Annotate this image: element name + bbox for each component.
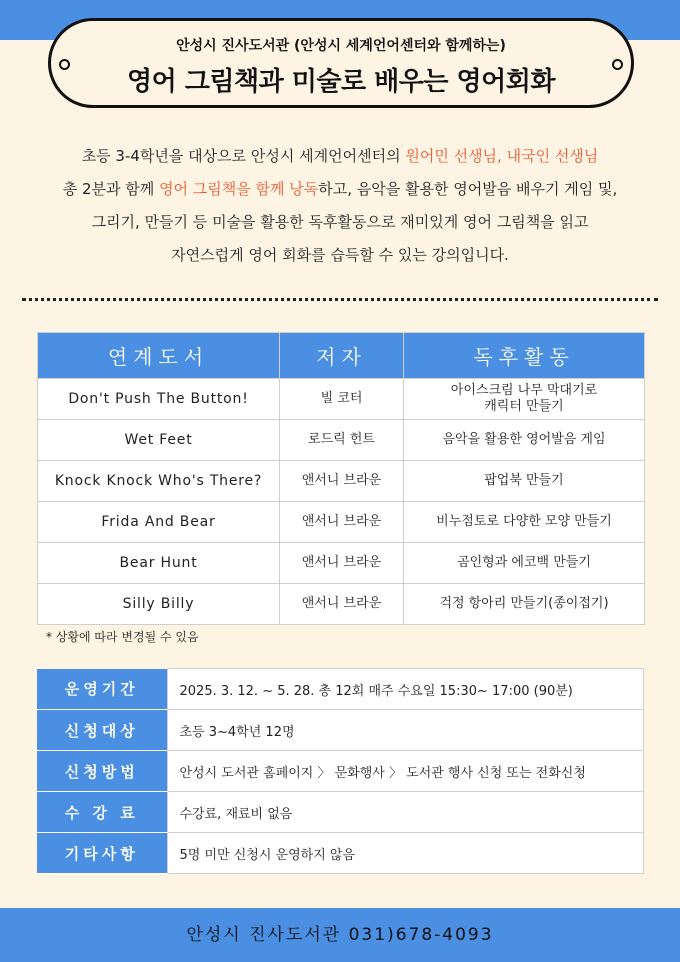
table-row xyxy=(38,543,645,584)
book-author: 빌 코터 xyxy=(280,379,404,420)
highlight-teachers: 원어민 선생님, 내국인 선생님 xyxy=(405,147,599,165)
info-value: 안성시 도서관 홈페이지 〉 문화행사 〉 도서관 행사 신청 또는 전화신청 xyxy=(167,751,644,792)
info-table xyxy=(37,668,644,874)
book-author: 로드릭 헌트 xyxy=(280,420,404,461)
info-label: 기타사항 xyxy=(37,833,167,874)
info-label: 수 강 료 xyxy=(37,792,167,833)
book-activity: 곰인형과 에코백 만들기 xyxy=(404,543,645,584)
dotted-divider xyxy=(22,298,658,301)
info-value: 5명 미만 신청시 운영하지 않음 xyxy=(167,833,644,874)
title-banner xyxy=(48,18,634,108)
info-row-target xyxy=(37,710,644,751)
intro-line-3: 그리기, 만들기 등 미술을 활용한 독후활동으로 재미있게 영어 그림책을 읽고 xyxy=(91,213,589,231)
book-title: Wet Feet xyxy=(38,420,280,461)
footer xyxy=(0,908,680,962)
info-label: 신청대상 xyxy=(37,710,167,751)
book-author: 앤서니 브라운 xyxy=(280,584,404,625)
footer-contact: 안성시 진사도서관 031)678-4093 xyxy=(186,925,494,945)
page-title: 영어 그림책과 미술로 배우는 영어회화 xyxy=(126,67,556,97)
table-row xyxy=(38,420,645,461)
info-label: 신청방법 xyxy=(37,751,167,792)
book-title: Frida And Bear xyxy=(38,502,280,543)
table-row xyxy=(38,502,645,543)
intro-line-2: 총 2분과 함께 영어 그림책을 함께 낭독하고, 음악을 활용한 영어발음 배우기 게임 및, xyxy=(62,180,618,198)
info-value: 초등 3~4학년 12명 xyxy=(167,710,644,751)
books-header-row xyxy=(38,333,645,379)
book-activity: 팝업북 만들기 xyxy=(404,461,645,502)
info-row-etc xyxy=(37,833,644,874)
book-activity: 아이스크림 나무 막대기로 캐릭터 만들기 xyxy=(404,379,645,420)
table-row xyxy=(38,379,645,420)
header-author: 저자 xyxy=(280,333,404,379)
info-value: 수강료, 재료비 없음 xyxy=(167,792,644,833)
book-activity: 비누점토로 다양한 모양 만들기 xyxy=(404,502,645,543)
book-title: Silly Billy xyxy=(38,584,280,625)
table-row xyxy=(38,584,645,625)
book-title: Knock Knock Who's There? xyxy=(38,461,280,502)
info-row-period xyxy=(37,669,644,710)
intro-paragraph xyxy=(20,140,660,272)
book-title: Don't Push The Button! xyxy=(38,379,280,420)
header-books: 연계도서 xyxy=(38,333,280,379)
intro-line-1: 초등 3-4학년을 대상으로 안성시 세계언어센터의 원어민 선생님, 내국인 선생님 xyxy=(81,147,599,165)
change-note: * 상황에 따라 변경될 수 있음 xyxy=(46,630,199,644)
subtitle: 안성시 진사도서관 (안성시 세계언어센터와 함께하는) xyxy=(176,38,506,54)
book-author: 앤서니 브라운 xyxy=(280,502,404,543)
book-title: Bear Hunt xyxy=(38,543,280,584)
book-author: 앤서니 브라운 xyxy=(280,543,404,584)
books-table xyxy=(37,332,645,625)
info-value: 2025. 3. 12. ~ 5. 28. 총 12회 매주 수요일 15:30~ 17:00 (90분) xyxy=(167,669,644,710)
info-row-fee xyxy=(37,792,644,833)
info-row-method xyxy=(37,751,644,792)
highlight-reading: 영어 그림책을 함께 낭독 xyxy=(159,180,319,198)
header-activity: 독후활동 xyxy=(404,333,645,379)
book-activity: 걱정 항아리 만들기(종이접기) xyxy=(404,584,645,625)
info-label: 운영기간 xyxy=(37,669,167,710)
intro-line-4: 자연스럽게 영어 회화를 습득할 수 있는 강의입니다. xyxy=(171,246,509,264)
book-author: 앤서니 브라운 xyxy=(280,461,404,502)
table-row xyxy=(38,461,645,502)
book-activity: 음악을 활용한 영어발음 게임 xyxy=(404,420,645,461)
